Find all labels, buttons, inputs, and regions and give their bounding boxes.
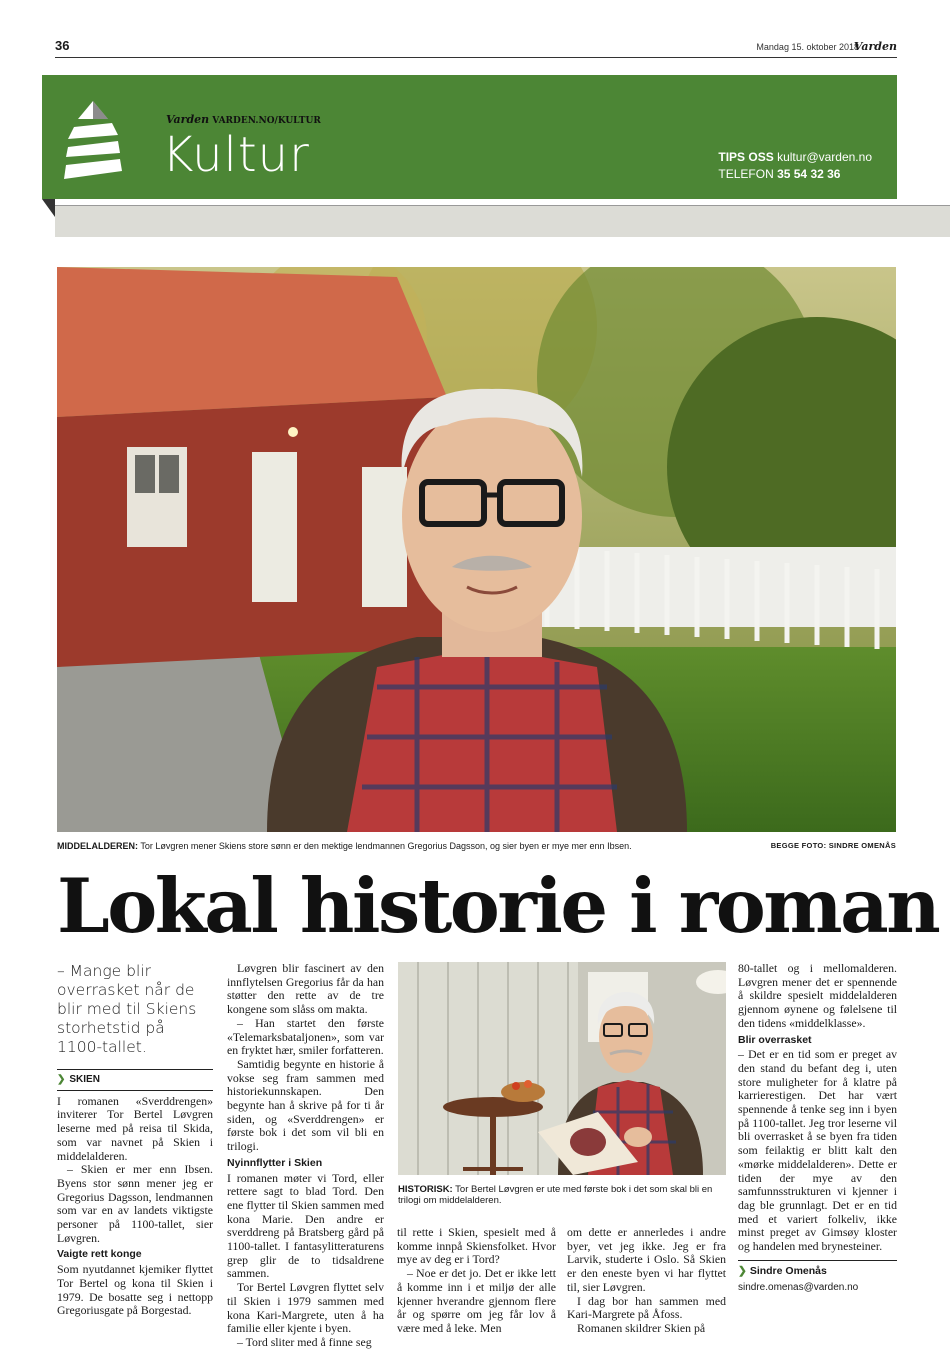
paragraph: – Tord sliter med å finne seg xyxy=(237,1334,372,1349)
paragraph: – Det er en tid som er preget av den stand du befant deg i, uten store muligheter for å klatre på karrierestigen. Det har vært spennende å tenke seg inn i byen på 1100-tallet. Jeg tror leserne vil bli overrasket å se byen fra tiden som feilaktig er blitt kalt den «mørke middelalderen». Dette er tiden der mye av den samfunnsstrukturen vi kjenner i dag ble grunnlagt. Det er en tid med et variert folkeliv, ikke minst preget av Gimsøy kloster og handelen med brynesteiner. xyxy=(738,1047,897,1254)
ingress: – Mange blir overrasket når de blir med til Skiens storhetstid på 1100-tallet. xyxy=(57,962,197,1056)
paragraph: I romanen møter vi Tord, eller rettere sagt to blad Tord. Den ene flytter til Skien sammen med kona Marie. Den andre er sverddreng på Bratsberg gård på 1100-tallet. I fantasylitteraturens grep glir de to tidsaldrene sammen. xyxy=(227,1170,384,1281)
paragraph: Løvgren blir fascinert av den innflytelsen Gregorius får da han støtter den rette av de tre kongene som slåss om makta. xyxy=(227,961,384,1017)
varden-logo-icon xyxy=(64,99,122,186)
paragraph: til rette i Skien, spesielt med å komme innpå Skiensfolket. Hvor mye av deg er i Tord? xyxy=(397,1225,556,1267)
paragraph: 80-tallet og i mellomalderen. Løvgren mener det er spennende å skildre spesielt middelalderen gjennom øynene og følelsene til den tidens «middelklasse». xyxy=(738,961,897,1030)
section-banner xyxy=(42,75,897,199)
hero-caption-label: MIDDELALDEREN: xyxy=(57,841,138,851)
article-column-1 xyxy=(57,962,213,1318)
banner-fold xyxy=(42,199,55,217)
paragraph: Romanen skildrer Skien på xyxy=(577,1320,706,1335)
paragraph: om dette er annerledes i andre byer, vet jeg ikke. Jeg er fra Larvik, studerte i Oslo. Så Skien er den eneste byen vi har flyttet til, sier Løvgren. xyxy=(567,1225,726,1294)
page-header xyxy=(55,38,897,58)
paragraph: – Han startet den første «Telemarksbataljonen», som var en fryktet hær, smiler forfatteren. xyxy=(227,1015,384,1058)
phone-number: 35 54 32 36 xyxy=(777,167,841,181)
paragraph: Tor Bertel Løvgren flyttet selv til Skien i 1979 sammen med kona Kari-Margrete, uten å ha familie eller kjente i byen. xyxy=(227,1280,384,1336)
chevron-right-icon: ❯ xyxy=(57,1074,66,1085)
hero-photo xyxy=(57,267,896,832)
paragraph: – Skien er mer enn Ibsen. Byens stor sønn mener jeg er Gregorius Dagsson, lendmannen som var en av landets viktigste personer på 1100-tallet, sier Løvgren. xyxy=(57,1162,213,1245)
byline xyxy=(738,1260,897,1295)
article-column-2 xyxy=(227,962,384,1350)
inset-photo xyxy=(398,962,726,1175)
paragraph: Som nyutdannet kjemiker flyttet Tor Bertel og kona til Skien i 1979. De bosatte seg i nettopp Gregoriusgate på Borgestad. xyxy=(57,1262,213,1318)
site-url[interactable]: VARDEN.NO/KULTUR xyxy=(212,116,321,126)
chevron-right-icon: ❯ xyxy=(738,1264,747,1277)
paragraph: I dag bor han sammen med Kari-Margrete på Åfoss. xyxy=(567,1293,726,1322)
grey-bar xyxy=(55,205,950,237)
section-title: Kultur xyxy=(162,127,310,183)
page-number: 36 xyxy=(55,38,70,53)
author-name: Sindre Omenås xyxy=(749,1264,827,1277)
inset-caption-text: Tor Bertel Løvgren er ute med første bok i det som skal bli en trilogi om middelalderen. xyxy=(398,1184,713,1206)
paragraph: Samtidig begynte en historie å vokse seg fram sammen med historiekunnskapen. Den begynte han å skrive på for ti år siden, og «Sverddrengen» er første bok i det som vil bli en trilogi. xyxy=(227,1056,384,1154)
author-email[interactable]: sindre.omenas@varden.no xyxy=(738,1282,859,1294)
brand-small: Varden xyxy=(166,113,210,126)
article-column-3 xyxy=(397,1226,556,1336)
hero-caption-text: Tor Løvgren mener Skiens store sønn er den mektige lendmannen Gregorius Dagsson, og sier byen er mye mer enn Ibsen. xyxy=(138,841,632,851)
brand-line xyxy=(166,113,321,126)
tips-box xyxy=(718,149,872,183)
subheading: Nyinnflytter i Skien xyxy=(227,1156,323,1169)
paragraph: – Noe er det jo. Det er ikke lett å komme inn i et miljø der alle kjenner hverandre gjennom flere år og spørre om jeg får lov å være med å leke. Men xyxy=(397,1266,556,1335)
kicker-label: SKIEN xyxy=(69,1074,100,1085)
issue-date: Mandag 15. oktober 2018 xyxy=(756,42,859,52)
masthead-brand: Varden xyxy=(853,40,897,53)
article-column-5 xyxy=(738,962,897,1295)
subheading: Vaigte rett konge xyxy=(57,1248,142,1261)
headline: Lokal historie i roman xyxy=(57,862,939,950)
subheading: Blir overrasket xyxy=(738,1033,812,1046)
paragraph: I romanen «Sverddrengen» inviterer Tor Bertel Løvgren leserne med på reisa til Skida, som var navnet på Skien i middelalderen. xyxy=(57,1093,213,1163)
inset-caption-label: HISTORISK: xyxy=(398,1184,453,1195)
tips-email[interactable]: kultur@varden.no xyxy=(777,150,872,164)
phone-label: TELEFON xyxy=(718,167,774,181)
inset-caption xyxy=(398,1184,726,1206)
tips-label: TIPS OSS xyxy=(718,150,774,164)
hero-caption xyxy=(57,841,896,851)
photo-credit: BEGGE FOTO: SINDRE OMENÅS xyxy=(770,841,896,850)
article-column-4 xyxy=(567,1226,726,1336)
kicker xyxy=(57,1069,213,1091)
